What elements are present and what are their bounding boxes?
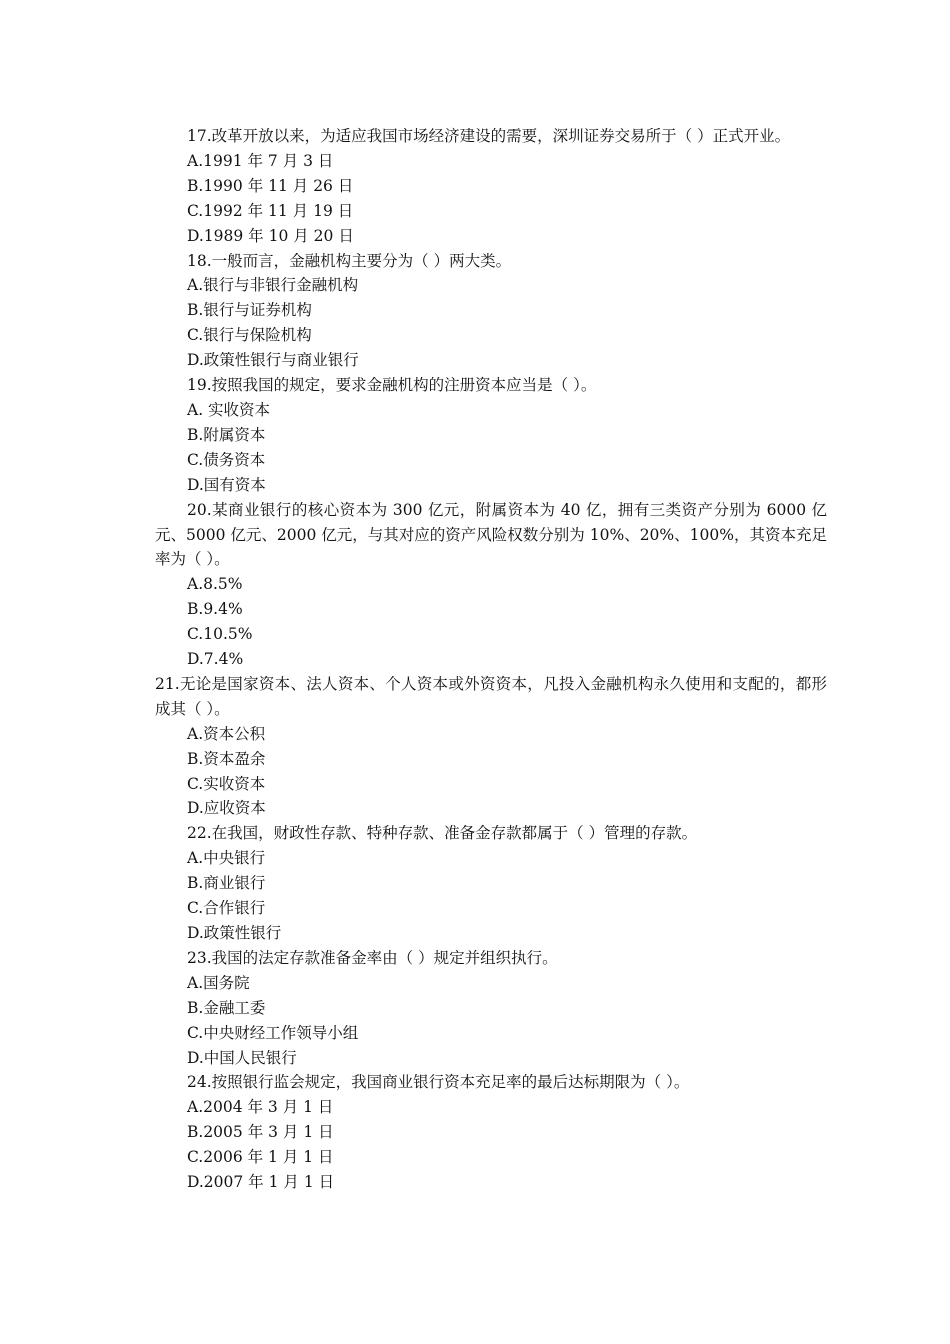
option-b: B.附属资本 [187, 425, 266, 444]
question-18 [155, 249, 827, 374]
option-a: A.国务院 [187, 973, 250, 992]
option-b: B.2005 年 3 月 1 日 [187, 1123, 334, 1142]
option-d: D.政策性银行 [187, 924, 282, 942]
option-b: B.资本盈余 [187, 749, 266, 768]
option-a: A.银行与非银行金融机构 [187, 276, 359, 295]
option-d: D.2007 年 1 月 1 日 [187, 1173, 335, 1192]
question-stem: 19.按照我国的规定，要求金融机构的注册资本应当是（ ）。 [187, 376, 597, 395]
question-20 [155, 498, 827, 672]
option-d: D.政策性银行与商业银行 [187, 351, 359, 370]
option-c: C.中央财经工作领导小组 [187, 1023, 359, 1042]
question-stem: 22.在我国，财政性存款、特种存款、准备金存款都属于（ ）管理的存款。 [187, 824, 698, 843]
option-d: D.中国人民银行 [187, 1048, 297, 1067]
option-a: A. 实收资本 [187, 400, 271, 419]
question-stem: 17.改革开放以来，为适应我国市场经济建设的需要，深圳证券交易所于（ ）正式开业。 [187, 127, 791, 145]
option-b: B.金融工委 [187, 998, 266, 1017]
option-c: C.债务资本 [187, 450, 266, 469]
option-c: C.实收资本 [187, 774, 266, 793]
option-d: D.1989 年 10 月 20 日 [187, 226, 354, 245]
question-19 [155, 373, 827, 498]
question-stem: 23.我国的法定存款准备金率由（ ）规定并组织执行。 [187, 948, 558, 967]
question-stem: 24.按照银行监会规定，我国商业银行资本充足率的最后达标期限为（ ）。 [187, 1073, 690, 1092]
option-d: D.7.4% [187, 650, 244, 669]
question-list [155, 124, 827, 1195]
option-d: D.应收资本 [187, 799, 266, 818]
question-stem: 20.某商业银行的核心资本为 300 亿元，附属资本为 40 亿，拥有三类资产分别为 6000 亿元、5000 亿元、2000 亿元，与其对应的资产风险权数分别为 10%、20%、100%，其资本充足率为（ ）。 [155, 500, 827, 569]
option-c: C.2006 年 1 月 1 日 [187, 1148, 334, 1167]
option-c: C.合作银行 [187, 899, 266, 918]
question-23 [155, 946, 827, 1071]
question-22 [155, 821, 827, 946]
option-c: C.银行与保险机构 [187, 326, 312, 345]
option-a: A.资本公积 [187, 724, 266, 743]
option-a: A.8.5% [187, 575, 243, 594]
option-c: C.1992 年 11 月 19 日 [187, 201, 354, 220]
question-stem: 18.一般而言，金融机构主要分为（ ）两大类。 [187, 251, 512, 270]
option-b: B.9.4% [187, 600, 243, 619]
question-21 [155, 672, 827, 821]
option-a: A.中央银行 [187, 849, 266, 868]
option-b: B.商业银行 [187, 874, 266, 893]
question-24 [155, 1070, 827, 1195]
question-17 [155, 124, 827, 249]
option-b: B.银行与证券机构 [187, 301, 312, 320]
question-stem: 21.无论是国家资本、法人资本、个人资本或外资资本，凡投入金融机构永久使用和支配的，都形成其（ ）。 [155, 674, 827, 718]
option-c: C.10.5% [187, 625, 253, 644]
option-a: A.1991 年 7 月 3 日 [187, 151, 334, 170]
option-d: D.国有资本 [187, 475, 266, 494]
option-b: B.1990 年 11 月 26 日 [187, 176, 354, 195]
option-a: A.2004 年 3 月 1 日 [187, 1098, 334, 1117]
